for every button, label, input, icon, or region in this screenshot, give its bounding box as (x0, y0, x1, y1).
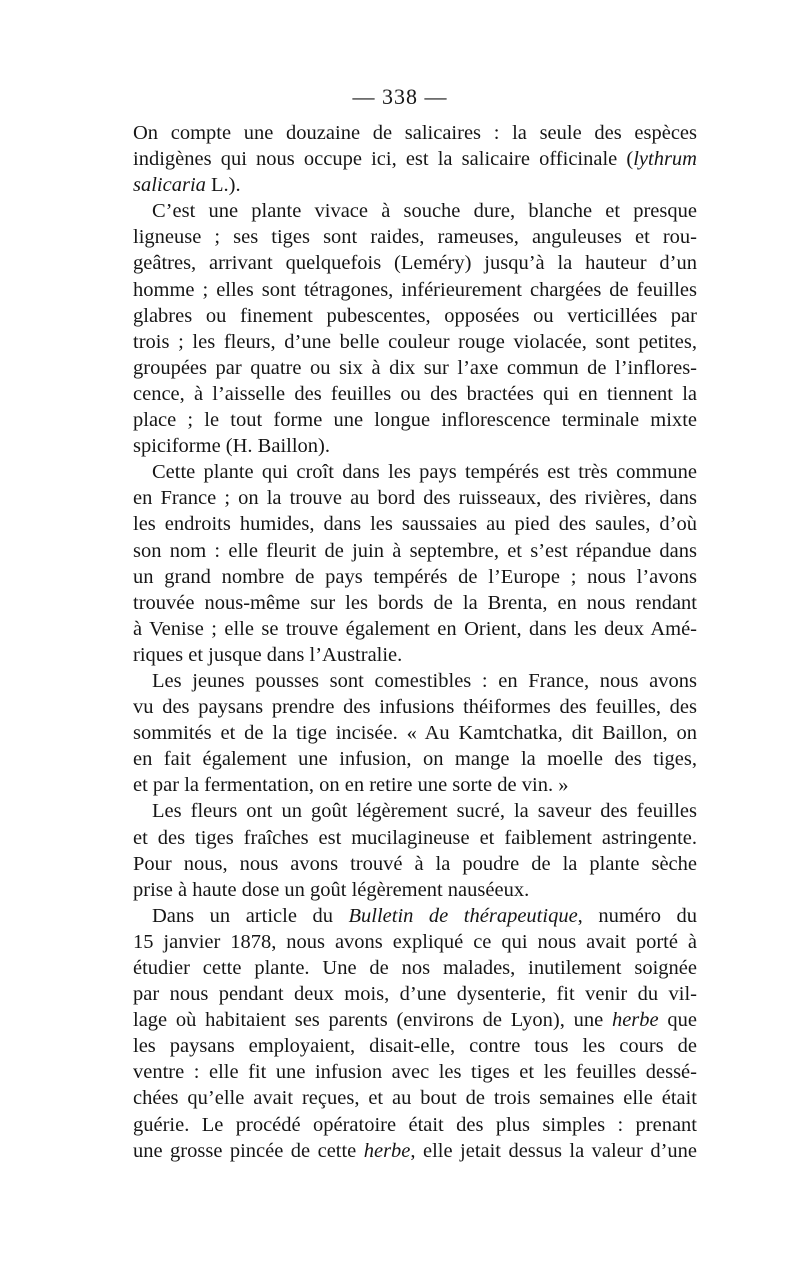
text-line (133, 746, 697, 772)
text-line (133, 1112, 697, 1138)
text-segment: prise à haute dose un goût légèrement nauséeux. (133, 878, 530, 901)
text-line (133, 1085, 697, 1111)
text-line (133, 381, 697, 407)
text-segment: Pour nous, nous avons trouvé à la poudre de la plante sèche (133, 852, 697, 875)
text-segment: par nous pendant deux mois, d’une dysenterie, fit venir du vil- (133, 983, 697, 1006)
text-segment: geâtres, arrivant quelquefois (Leméry) jusqu’à la hauteur d’un (133, 252, 697, 275)
text-segment: , numéro du (577, 904, 697, 927)
text-segment: Dans un article du (152, 904, 349, 927)
text-line (133, 303, 697, 329)
text-segment: chées qu’elle avait reçues, et au bout de trois semaines elle était (133, 1087, 697, 1110)
text-line (133, 459, 697, 485)
text-segment: indigènes qui nous occupe ici, est la salicaire officinale ( (133, 148, 634, 171)
text-segment: en fait également une infusion, on mange la moelle des tiges, (133, 748, 697, 771)
text-line (133, 1007, 697, 1033)
text-line (133, 250, 697, 276)
text-segment: , elle jetait dessus la valeur d’une (410, 1139, 697, 1162)
text-line (133, 981, 697, 1007)
text-segment: vu des paysans prendre des infusions théiformes des feuilles, des (133, 696, 697, 719)
text-line (133, 825, 697, 851)
text-segment: et des tiges fraîches est mucilagineuse et faiblement astringente. (133, 826, 697, 849)
text-segment: L.). (205, 174, 241, 197)
text-line (133, 224, 697, 250)
text-line (133, 329, 697, 355)
text-segment: spiciforme (H. Baillon). (133, 435, 330, 458)
text-segment: Les jeunes pousses sont comestibles : en France, nous avons (152, 669, 697, 692)
text-segment: ligneuse ; ses tiges sont raides, rameuses, anguleuses et rou- (133, 226, 697, 249)
text-segment: place ; le tout forme une longue inflorescence terminale mixte (133, 409, 697, 432)
text-segment: que (658, 1009, 697, 1032)
text-segment: sommités et de la tige incisée. « Au Kamtchatka, dit Baillon, on (133, 722, 697, 745)
text-segment: étudier cette plante. Une de nos malades, inutilement soignée (133, 957, 697, 979)
text-line (133, 198, 697, 224)
text-line (133, 694, 697, 720)
text-line (133, 407, 697, 433)
text-segment: lage où habitaient ses parents (environs de Lyon), une (133, 1009, 612, 1032)
text-line (133, 642, 697, 668)
text-line (133, 172, 697, 198)
text-line (133, 564, 697, 590)
text-line (133, 1033, 697, 1059)
text-segment: en France ; on la trouve au bord des ruisseaux, des rivières, dans (133, 487, 697, 510)
text-segment: riques et jusque dans l’Australie. (133, 643, 403, 666)
text-segment: On compte une douzaine de salicaires : la seule des espèces (133, 122, 697, 144)
page-number: — 338 — (352, 84, 448, 109)
text-segment: et par la fermentation, on en retire une sorte de vin. » (133, 774, 569, 797)
text-line (133, 277, 697, 303)
text-line (133, 120, 697, 146)
text-line (133, 877, 697, 903)
text-segment: une grosse pincée de cette (133, 1139, 364, 1162)
text-segment: les endroits humides, dans les saussaies au pied des saules, d’où (133, 513, 697, 536)
italic-text-segment: Bulletin de thérapeutique (348, 904, 578, 927)
text-line (133, 616, 697, 642)
text-segment: glabres ou finement pubescentes, opposées ou verticillées par (133, 304, 697, 327)
italic-text-segment: salicaria (133, 174, 206, 197)
text-segment: guérie. Le procédé opératoire était des plus simples : prenant (133, 1113, 697, 1136)
text-line (133, 929, 697, 955)
text-line (133, 590, 697, 616)
text-line (133, 668, 697, 694)
text-line (133, 720, 697, 746)
text-segment: Les fleurs ont un goût légèrement sucré, la saveur des feuilles (152, 800, 697, 823)
text-line (133, 903, 697, 929)
italic-text-segment: herbe (611, 1009, 659, 1032)
text-line (133, 485, 697, 511)
text-line (133, 772, 697, 798)
text-line (133, 146, 697, 172)
text-segment: cence, à l’aisselle des feuilles ou des bractées qui en tiennent la (133, 382, 697, 405)
text-segment: à Venise ; elle se trouve également en Orient, dans les deux Amé- (133, 617, 697, 640)
italic-text-segment: herbe (363, 1139, 411, 1162)
text-segment: Cette plante qui croît dans les pays tempérés est très commune (152, 461, 697, 484)
text-line (133, 433, 697, 459)
text-segment: groupées par quatre ou six à dix sur l’axe commun de l’inflores- (133, 356, 697, 379)
text-line (133, 1138, 697, 1164)
text-segment: C’est une plante vivace à souche dure, blanche et presque (152, 200, 697, 223)
text-segment: trois ; les fleurs, d’une belle couleur rouge violacée, sont petites, (133, 330, 697, 353)
text-segment: son nom : elle fleurit de juin à septembre, et s’est répandue dans (133, 539, 697, 562)
text-line (133, 955, 697, 981)
text-segment: trouvée nous-même sur les bords de la Brenta, en nous rendant (133, 591, 697, 614)
text-segment: 15 janvier 1878, nous avons expliqué ce qui nous avait porté à (133, 930, 697, 953)
text-line (133, 355, 697, 381)
text-segment: homme ; elles sont tétragones, inférieurement chargées de feuilles (133, 278, 697, 301)
text-line (133, 511, 697, 537)
italic-text-segment: lythrum (633, 148, 697, 171)
text-line (133, 851, 697, 877)
body-text (133, 120, 697, 1164)
text-line (133, 538, 697, 564)
text-line (133, 1059, 697, 1085)
text-segment: ventre : elle fit une infusion avec les tiges et les feuilles dessé- (133, 1061, 697, 1084)
text-segment: les paysans employaient, disait-elle, contre tous les cours de (133, 1035, 697, 1058)
text-line (133, 798, 697, 824)
text-segment: un grand nombre de pays tempérés de l’Europe ; nous l’avons (133, 565, 697, 588)
